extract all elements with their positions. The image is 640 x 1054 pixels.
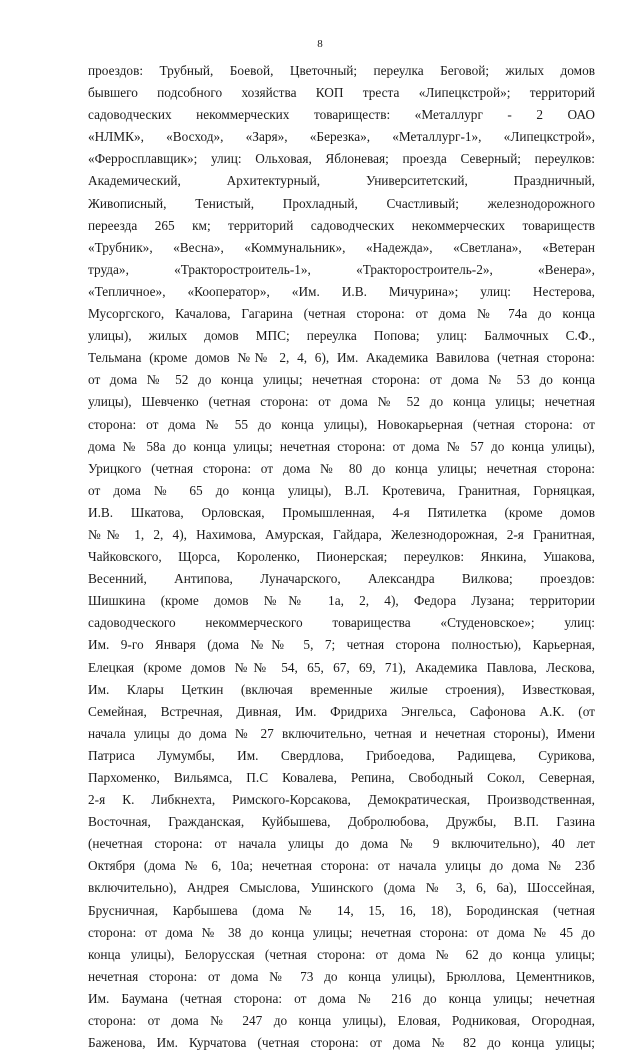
text-line: включительно), Андрея Смыслова, Ушинского (дома № 3, 6, 6а), Шоссейная,: [88, 880, 595, 896]
text-line: №№ 1, 2, 4), Нахимова, Амурская, Гайдара, Железнодорожная, 2-я Гранитная,: [88, 526, 595, 542]
text-line: Им. Баумана (четная сторона: от дома № 216 до конца улицы; нечетная: [88, 990, 595, 1006]
text-line: Елецкая (кроме домов №№ 54, 65, 67, 69, 71), Академика Павлова, Лескова,: [88, 659, 595, 675]
text-line: Весенний, Антипова, Луначарского, Александра Вилкова; проездов:: [88, 571, 595, 587]
page-number: 8: [317, 38, 323, 50]
text-line: от дома № 65 до конца улицы), В.Л. Кротевича, Гранитная, Горняцкая,: [88, 482, 595, 498]
text-line: от дома № 52 до конца улицы; нечетная сторона: от дома № 53 до конца: [88, 372, 595, 388]
text-line: садоводческих некоммерческих товариществ: «Металлург - 2 ОАО: [88, 107, 595, 123]
text-line: Семейная, Встречная, Дивная, Им. Фридриха Энгельса, Сафонова А.К. (от: [88, 703, 595, 719]
text-line: «Тепличное», «Кооператор», «Им. И.В. Мичурина»; улиц: Нестерова,: [88, 283, 595, 299]
text-line: конца улицы), Белорусская (четная сторона: от дома № 62 до конца улицы;: [88, 946, 595, 962]
text-line: Им. 9-го Января (дома №№ 5, 7; четная сторона полностью), Карьерная,: [88, 637, 595, 653]
text-line: начала улицы до дома № 27 включительно, четная и нечетная стороны), Имени: [88, 725, 595, 741]
text-line: садоводческого некоммерческого товарищества «Студеновское»; улиц:: [88, 615, 595, 631]
text-line: сторона: от дома № 247 до конца улицы), Еловая, Родниковая, Огородная,: [88, 1013, 595, 1029]
text-line: бывшего подсобного хозяйства КОП треста «Липецкстрой»; территорий: [88, 85, 595, 101]
text-line: улицы), Шевченко (четная сторона: от дома № 52 до конца улицы; нечетная: [88, 394, 595, 410]
text-line: И.В. Шкатова, Орловская, Промышленная, 4-я Пятилетка (кроме домов: [88, 504, 595, 520]
text-line: Брусничная, Карбышева (дома № 14, 15, 16, 18), Бородинская (четная: [88, 902, 595, 918]
text-line: Шишкина (кроме домов №№ 1а, 2, 4), Федора Лузана; территории: [88, 593, 595, 609]
text-line: сторона: от дома № 38 до конца улицы; нечетная сторона: от дома № 45 до: [88, 924, 595, 940]
text-line: Урицкого (четная сторона: от дома № 80 до конца улицы; нечетная сторона:: [88, 460, 595, 476]
text-line: Восточная, Гражданская, Куйбышева, Добролюбова, Дружбы, В.П. Газина: [88, 814, 595, 830]
text-line: «Трубник», «Весна», «Коммунальник», «Надежда», «Светлана», «Ветеран: [88, 239, 595, 255]
text-line: Октября (дома № 6, 10а; нечетная сторона: от начала улицы до дома № 23б: [88, 858, 595, 874]
text-line: Пархоменко, Вильямса, П.С Ковалева, Репина, Свободный Сокол, Северная,: [88, 770, 595, 785]
text-line: улицы), жилых домов МПС; переулка Попова; улиц: Балмочных С.Ф.,: [88, 328, 595, 344]
text-line: (нечетная сторона: от начала улицы до дома № 9 включительно), 40 лет: [88, 836, 595, 852]
text-line: «НЛМК», «Восход», «Заря», «Березка», «Металлург-1», «Липецкстрой»,: [88, 129, 595, 145]
text-line: нечетная сторона: от дома № 73 до конца улицы), Брюллова, Цементников,: [88, 968, 595, 984]
text-line: Баженова, Им. Курчатова (четная сторона: от дома № 82 до конца улицы;: [88, 1035, 595, 1051]
text-line: сторона: от дома № 55 до конца улицы), Новокарьерная (четная сторона: от: [88, 416, 595, 432]
text-line: «Ферросплавщик»; улиц: Ольховая, Яблоневая; проезда Северный; переулков:: [88, 151, 595, 167]
text-line: Патриса Лумумбы, Им. Свердлова, Грибоедова, Радищева, Сурикова,: [88, 747, 595, 763]
text-line: переезда 265 км; территорий садоводческих некоммерческих товариществ: [88, 217, 595, 233]
text-line: Тельмана (кроме домов №№ 2, 4, 6), Им. Академика Вавилова (четная сторона:: [88, 350, 595, 366]
text-line: Им. Клары Цеткин (включая временные жилые строения), Известковая,: [88, 681, 595, 697]
text-line: 2-я К. Либкнехта, Римского-Корсакова, Демократическая, Производственная,: [88, 792, 595, 808]
text-line: проездов: Трубный, Боевой, Цветочный; переулка Беговой; жилых домов: [88, 63, 595, 78]
text-line: дома № 58а до конца улицы; нечетная сторона: от дома № 57 до конца улицы),: [88, 438, 595, 454]
text-line: Академический, Архитектурный, Университетский, Праздничный,: [88, 173, 595, 189]
text-line: труда», «Тракторостроитель-1», «Тракторостроитель-2», «Венера»,: [88, 261, 595, 277]
text-line: Мусоргского, Качалова, Гагарина (четная сторона: от дома № 74а до конца: [88, 306, 595, 322]
text-line: Живописный, Тенистый, Прохладный, Счастливый; железнодорожного: [88, 195, 595, 211]
text-line: Чайковского, Щорса, Короленко, Пионерская; переулков: Янкина, Ушакова,: [88, 549, 595, 565]
